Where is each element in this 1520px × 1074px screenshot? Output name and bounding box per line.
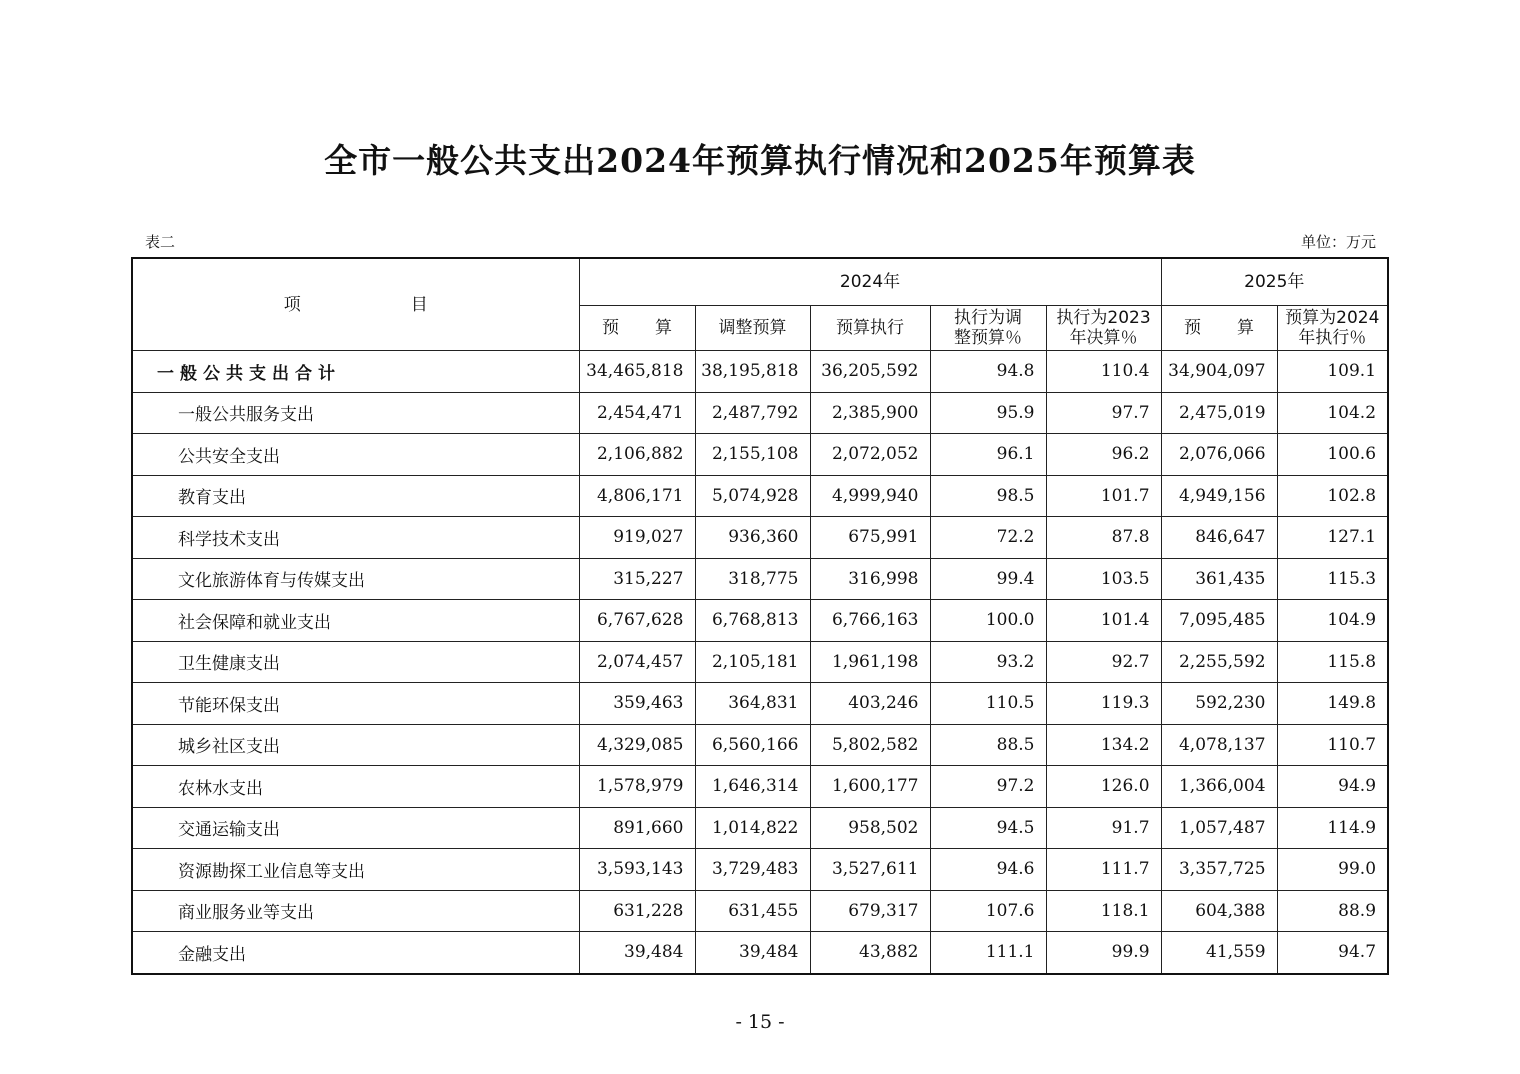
cell-pct-adjusted: 100.0 [930,600,1046,642]
cell-pct-adjusted: 72.2 [930,517,1046,559]
cell-pct-2023: 91.7 [1046,807,1161,849]
cell-adjusted: 2,105,181 [695,641,810,683]
cell-executed: 1,961,198 [810,641,930,683]
cell-pct-2024: 100.6 [1277,434,1388,476]
cell-budget: 2,454,471 [579,392,695,434]
cell-executed: 316,998 [810,558,930,600]
cell-budget-2025: 846,647 [1161,517,1277,559]
page-number: - 15 - [735,1011,785,1033]
cell-budget: 315,227 [579,558,695,600]
cell-budget: 4,329,085 [579,724,695,766]
table-body [132,351,1388,974]
row-name: 公共安全支出 [132,434,579,476]
cell-executed: 1,600,177 [810,766,930,808]
budget-table [131,257,1389,975]
cell-budget-2025: 41,559 [1161,932,1277,974]
row-name: 城乡社区支出 [132,724,579,766]
cell-budget-2025: 1,366,004 [1161,766,1277,808]
row-name: 教育支出 [132,475,579,517]
header-exec-vs-2023: 执行为2023 年决算％ [1046,306,1161,351]
table-row [132,558,1388,600]
cell-pct-adjusted: 111.1 [930,932,1046,974]
cell-executed: 679,317 [810,890,930,932]
cell-pct-2023: 101.4 [1046,600,1161,642]
cell-pct-2023: 96.2 [1046,434,1161,476]
header-year-2024: 2024年 [579,258,1161,306]
cell-executed: 4,999,940 [810,475,930,517]
cell-pct-adjusted: 110.5 [930,683,1046,725]
row-name: 商业服务业等支出 [132,890,579,932]
table-label: 表二 [145,233,176,251]
cell-executed: 403,246 [810,683,930,725]
cell-executed: 3,527,611 [810,849,930,891]
cell-pct-adjusted: 94.8 [930,351,1046,393]
table-row [132,434,1388,476]
cell-adjusted: 5,074,928 [695,475,810,517]
cell-executed: 5,802,582 [810,724,930,766]
cell-adjusted: 3,729,483 [695,849,810,891]
cell-budget: 6,767,628 [579,600,695,642]
cell-pct-2023: 97.7 [1046,392,1161,434]
cell-executed: 2,072,052 [810,434,930,476]
cell-budget-2025: 4,078,137 [1161,724,1277,766]
cell-adjusted: 318,775 [695,558,810,600]
cell-budget-2025: 7,095,485 [1161,600,1277,642]
cell-pct-2023: 119.3 [1046,683,1161,725]
cell-pct-adjusted: 94.5 [930,807,1046,849]
cell-pct-2024: 104.9 [1277,600,1388,642]
cell-budget-2025: 2,255,592 [1161,641,1277,683]
cell-pct-adjusted: 107.6 [930,890,1046,932]
cell-pct-2023: 118.1 [1046,890,1161,932]
cell-budget: 34,465,818 [579,351,695,393]
cell-adjusted: 6,560,166 [695,724,810,766]
table-row [132,766,1388,808]
cell-adjusted: 38,195,818 [695,351,810,393]
cell-budget-2025: 2,475,019 [1161,392,1277,434]
cell-budget: 1,578,979 [579,766,695,808]
row-name: 交通运输支出 [132,807,579,849]
cell-adjusted: 364,831 [695,683,810,725]
header-item: 项 目 [132,258,579,351]
cell-budget-2025: 34,904,097 [1161,351,1277,393]
cell-adjusted: 936,360 [695,517,810,559]
cell-pct-adjusted: 96.1 [930,434,1046,476]
cell-pct-2024: 127.1 [1277,517,1388,559]
header-budget-vs-2024: 预算为2024 年执行％ [1277,306,1388,351]
cell-budget: 39,484 [579,932,695,974]
row-name: 金融支出 [132,932,579,974]
row-name: 卫生健康支出 [132,641,579,683]
cell-pct-2024: 88.9 [1277,890,1388,932]
cell-pct-2024: 94.7 [1277,932,1388,974]
page-title: 全市一般公共支出2024年预算执行情况和2025年预算表 [324,141,1196,180]
cell-pct-2023: 92.7 [1046,641,1161,683]
table-row [132,600,1388,642]
cell-pct-2023: 134.2 [1046,724,1161,766]
cell-executed: 958,502 [810,807,930,849]
cell-adjusted: 39,484 [695,932,810,974]
row-name: 一般公共服务支出 [132,392,579,434]
header-budget-2024: 预 算 [579,306,695,351]
cell-pct-2024: 109.1 [1277,351,1388,393]
row-name: 一般公共支出合计 [132,351,579,393]
cell-pct-2024: 115.3 [1277,558,1388,600]
cell-budget-2025: 361,435 [1161,558,1277,600]
cell-pct-adjusted: 95.9 [930,392,1046,434]
row-name: 农林水支出 [132,766,579,808]
cell-budget-2025: 4,949,156 [1161,475,1277,517]
cell-pct-2023: 87.8 [1046,517,1161,559]
cell-pct-2023: 99.9 [1046,932,1161,974]
cell-pct-2023: 111.7 [1046,849,1161,891]
table-row [132,351,1388,393]
cell-executed: 43,882 [810,932,930,974]
row-name: 节能环保支出 [132,683,579,725]
cell-budget-2025: 2,076,066 [1161,434,1277,476]
cell-pct-adjusted: 88.5 [930,724,1046,766]
cell-budget: 3,593,143 [579,849,695,891]
row-name: 文化旅游体育与传媒支出 [132,558,579,600]
cell-pct-2023: 110.4 [1046,351,1161,393]
cell-budget-2025: 604,388 [1161,890,1277,932]
cell-budget: 4,806,171 [579,475,695,517]
cell-pct-2023: 103.5 [1046,558,1161,600]
cell-budget: 891,660 [579,807,695,849]
cell-pct-adjusted: 99.4 [930,558,1046,600]
cell-pct-2023: 101.7 [1046,475,1161,517]
cell-pct-adjusted: 94.6 [930,849,1046,891]
table-row [132,392,1388,434]
unit-label: 单位：万元 [1300,233,1376,251]
cell-budget-2025: 3,357,725 [1161,849,1277,891]
table-row [132,890,1388,932]
cell-pct-adjusted: 98.5 [930,475,1046,517]
table-row [132,517,1388,559]
cell-adjusted: 1,014,822 [695,807,810,849]
header-year-2025: 2025年 [1161,258,1388,306]
cell-pct-adjusted: 97.2 [930,766,1046,808]
table-row [132,724,1388,766]
cell-pct-adjusted: 93.2 [930,641,1046,683]
cell-adjusted: 6,768,813 [695,600,810,642]
cell-adjusted: 2,155,108 [695,434,810,476]
table-header [132,258,1388,351]
header-budget-execution: 预算执行 [810,306,930,351]
cell-pct-2024: 110.7 [1277,724,1388,766]
table-row [132,683,1388,725]
header-budget-2025: 预 算 [1161,306,1277,351]
cell-executed: 36,205,592 [810,351,930,393]
cell-executed: 2,385,900 [810,392,930,434]
cell-adjusted: 2,487,792 [695,392,810,434]
cell-budget: 631,228 [579,890,695,932]
cell-pct-2024: 104.2 [1277,392,1388,434]
row-name: 资源勘探工业信息等支出 [132,849,579,891]
cell-budget-2025: 1,057,487 [1161,807,1277,849]
cell-executed: 675,991 [810,517,930,559]
cell-budget-2025: 592,230 [1161,683,1277,725]
cell-pct-2024: 94.9 [1277,766,1388,808]
table-row [132,807,1388,849]
row-name: 社会保障和就业支出 [132,600,579,642]
cell-adjusted: 1,646,314 [695,766,810,808]
cell-pct-2024: 99.0 [1277,849,1388,891]
table-row [132,932,1388,974]
cell-pct-2024: 149.8 [1277,683,1388,725]
cell-pct-2024: 114.9 [1277,807,1388,849]
header-adjusted-budget: 调整预算 [695,306,810,351]
cell-pct-2024: 115.8 [1277,641,1388,683]
cell-pct-2024: 102.8 [1277,475,1388,517]
row-name: 科学技术支出 [132,517,579,559]
cell-budget: 359,463 [579,683,695,725]
table-row [132,641,1388,683]
cell-budget: 2,106,882 [579,434,695,476]
cell-executed: 6,766,163 [810,600,930,642]
table-row [132,475,1388,517]
cell-budget: 2,074,457 [579,641,695,683]
cell-adjusted: 631,455 [695,890,810,932]
header-exec-vs-adjusted: 执行为调 整预算％ [930,306,1046,351]
table-row [132,849,1388,891]
cell-pct-2023: 126.0 [1046,766,1161,808]
cell-budget: 919,027 [579,517,695,559]
